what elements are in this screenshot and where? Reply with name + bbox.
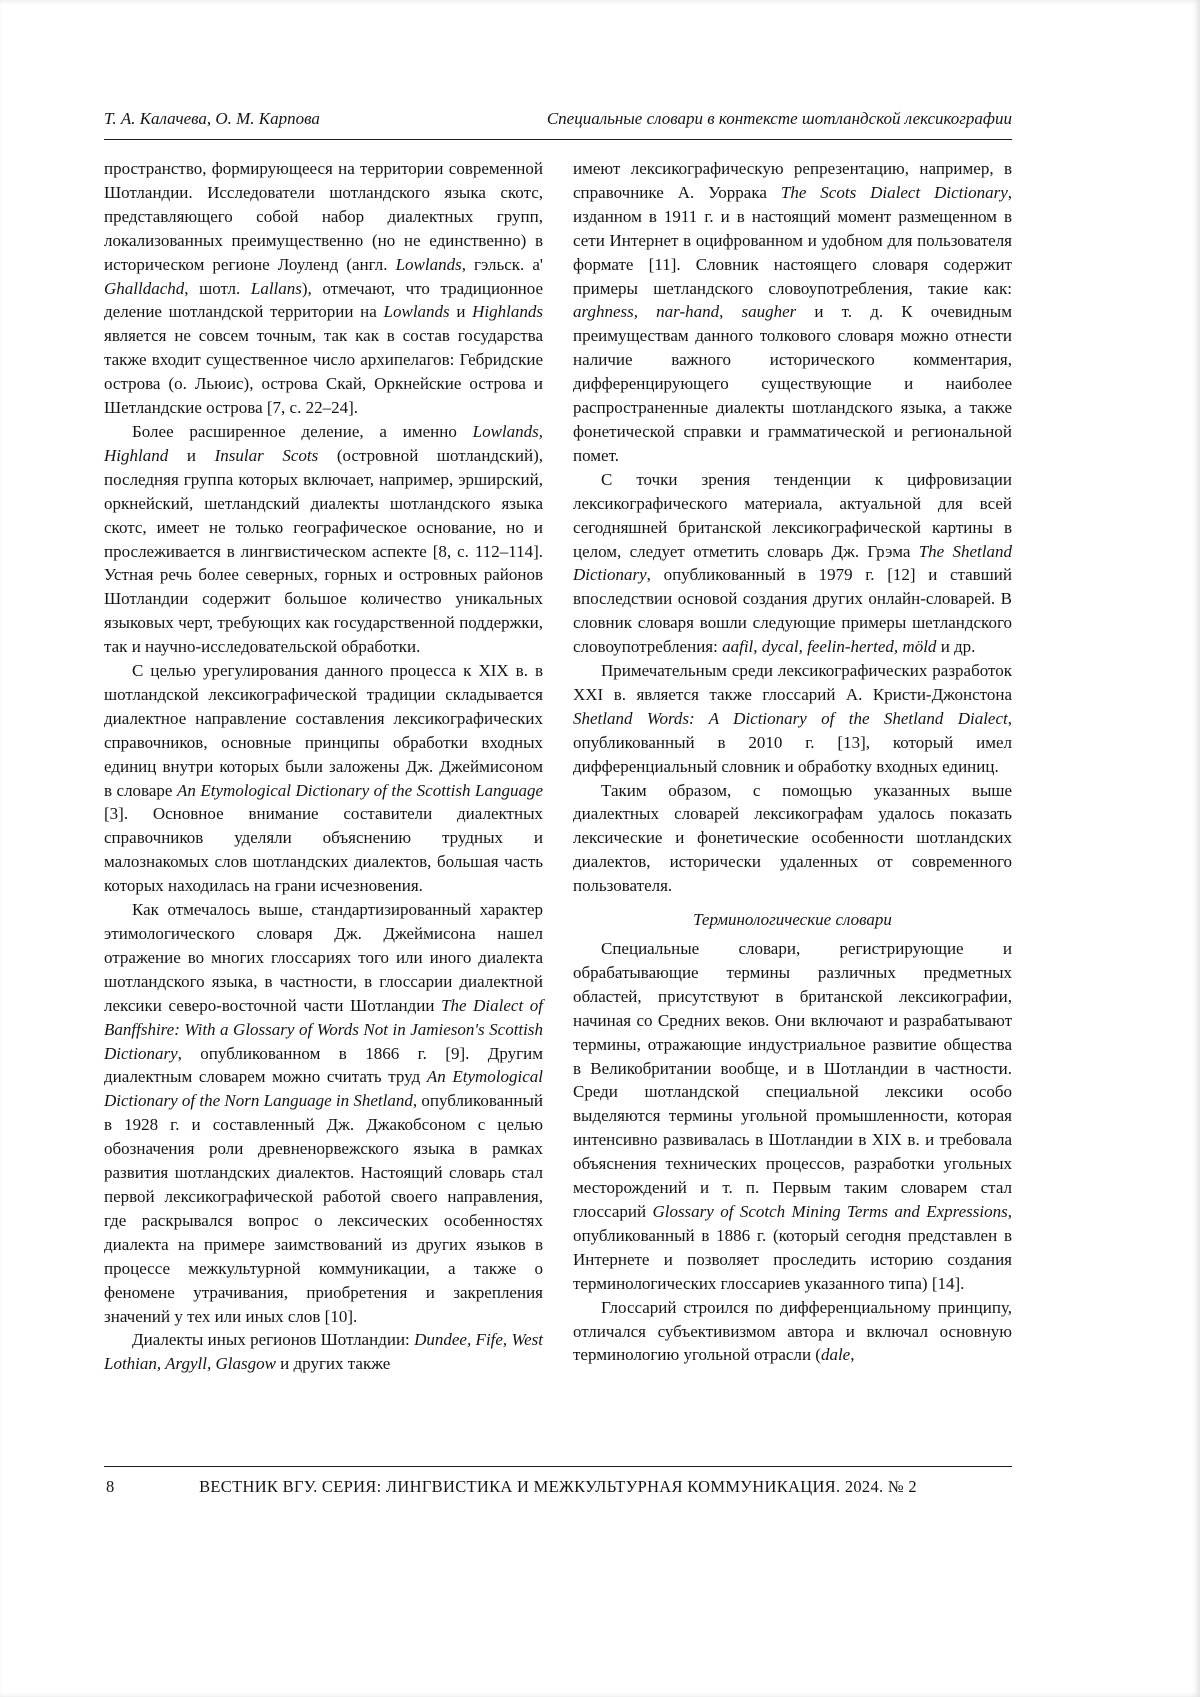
- header-running-title: Специальные словари в контексте шотландской лексикографии: [546, 109, 1012, 128]
- body-paragraph: Таким образом, с помощью указанных выше диалектных словарей лексикографам удалось показать лексические и фонетические особенности шотландских диалектов, исторически удаленных от современного пользователя.: [573, 780, 1012, 896]
- body-paragraph: С целью урегулирования данного процесса к XIX в. в шотландской лексикографической традиции складывается диалектное направление составления лексикографических справочников, основные принципы обработки входных единиц внутри которых были заложены Дж. Джеймисоном в словаре An Etymological Dictionary of the Scottish Language [3]. Основное внимание составители диалектных справочников уделяли объяснению трудных и малознакомых слов шотландских диалектов, большая часть которых находилась на грани исчезновения.: [104, 661, 543, 896]
- journal-title: ВЕСТНИК ВГУ. СЕРИЯ: ЛИНГВИСТИКА И МЕЖКУЛЬТУРНАЯ КОММУНИКАЦИЯ. 2024. № 2: [199, 1477, 917, 1496]
- body-paragraph: Как отмечалось выше, стандартизированный характер этимологического словаря Дж. Джеймисона нашел отражение во многих глоссариях того или иного диалекта шотландского языка, в частности, в глоссарии диалектной лексики северо-восточной части Шотландии The Dialect of Banffshire: With a Glossary of Words Not in Jamieson's Scottish Dictionary, опубликованном в 1866 г. [9]. Другим диалектным словарем можно считать труд An Etymological Dictionary of the Norn Language in Shetland, опубликованный в 1928 г. и составленный Дж. Джакобсоном с целью обозначения роли древненорвежского языка в рамках развития шотландских диалектов. Настоящий словарь стал первой лексикографической работой своего направления, где раскрывался вопрос о лексических особенностях диалекта на примере заимствований из других языков в процессе межкультурной коммуникации, а также о феномене утрачивания, приобретения и закрепления значений у тех или иных слов [10].: [104, 900, 543, 1326]
- body-paragraph: имеют лексикографическую репрезентацию, например, в справочнике А. Уоррака The Scots Dialect Dictionary, изданном в 1911 г. и в настоящий момент размещенном в сети Интернет в оцифрованном и удобном для пользователя формате [11]. Словник настоящего словаря содержит примеры шетландского словоупотребления, такие как: arghness, nar-hand, saugher и т. д. К очевидным преимуществам данного толкового словаря можно отнести наличие важного исторического комментария, дифференцирующего существующие и наиболее распространенные диалекты шотландского языка, а также фонетической справки и грамматической и региональной помет.: [573, 159, 1013, 465]
- body-paragraph: Более расширенное деление, а именно Lowlands, Highland и Insular Scots (островной шотландский), последняя группа которых включает, например, эрширский, оркнейский, шетландский диалекты шотландского языка скотс, имеет не только географическое основание, но и прослеживается в лингвистическом аспекте [8, с. 112–114]. Устная речь более северных, горных и островных районов Шотландии содержит большое количество уникальных языковых черт, требующих как государственной поддержки, так и научно-исследовательской обработки.: [104, 421, 543, 657]
- article-body: [104, 157, 1012, 1376]
- body-paragraph: С точки зрения тенденции к цифровизации лексикографического материала, актуальной для всей сегодняшней британской лексикографической картины в целом, следует отметить словарь Дж. Грэма The Shetland Dictionary, опубликованный в 1979 г. [12] и ставший впоследствии основой создания других онлайн-словарей. В словник словаря вошли следующие примеры шетландского словоупотребления: aafil, dycal, feelin-herted, möld и др.: [573, 469, 1012, 657]
- body-paragraph: Специальные словари, регистрирующие и обрабатывающие термины различных предметных областей, присутствуют в британской лексикографии, начиная со Средних веков. Они включают и разрабатывают термины, отражающие индустриальное развитие общества в Великобритании вообще, и в Шотландии в частности. Среди шотландской специальной лексики особо выделяются термины угольной промышленности, которая интенсивно развивалась в Шотландии в XIX в. и требовала объяснения технических процессов, разработки угольных месторождений и т. п. Первым таким словарем стал глоссарий Glossary of Scotch Mining Terms and Expressions, опубликованный в 1886 г. (который сегодня представлен в Интернете и позволяет проследить историю создания терминологических глоссариев указанного типа) [14].: [573, 939, 1012, 1293]
- body-paragraph: пространство, формирующееся на территории современной Шотландии. Исследователи шотландского языка скотс, представляющего собой набор диалектных групп, локализованных преимущественно (но не единственно) в историческом регионе Лоуленд (англ. Lowlands, гэльск. а' Ghalldachd, шотл. Lallans), отмечают, что традиционное деление шотландской территории на Lowlands и Highlands является не совсем точным, так как в состав государства также входит существенное число архипелагов: Гебридские острова (о. Льюис), острова Скай, Оркнейские острова и Шетландские острова [7, с. 22–24].: [104, 159, 544, 418]
- running-footer: [104, 1466, 1012, 1497]
- body-paragraph: Диалекты иных регионов Шотландии: Dundee, Fife, West Lothian, Argyll, Glasgow и других также: [104, 1330, 543, 1374]
- body-paragraph: Примечательным среди лексикографических разработок XXI в. является также глоссарий А. Кристи-Джонстона Shetland Words: A Dictionary of the Shetland Dialect, опубликованный в 2010 г. [13], который имел дифференциальный словник и обработку входных единиц.: [573, 661, 1012, 776]
- page-number: 8: [106, 1477, 115, 1496]
- running-header: [104, 108, 1012, 140]
- body-paragraph: Глоссарий строился по дифференциальному принципу, отличался субъективизмом автора и включал основную терминологию угольной отрасли (dale,: [573, 1297, 1012, 1365]
- left-column: [104, 157, 543, 1376]
- header-authors: Т. А. Калачева, О. М. Карпова: [104, 109, 320, 128]
- section-heading: Терминологические словари: [693, 910, 892, 930]
- right-column: [573, 157, 1012, 1376]
